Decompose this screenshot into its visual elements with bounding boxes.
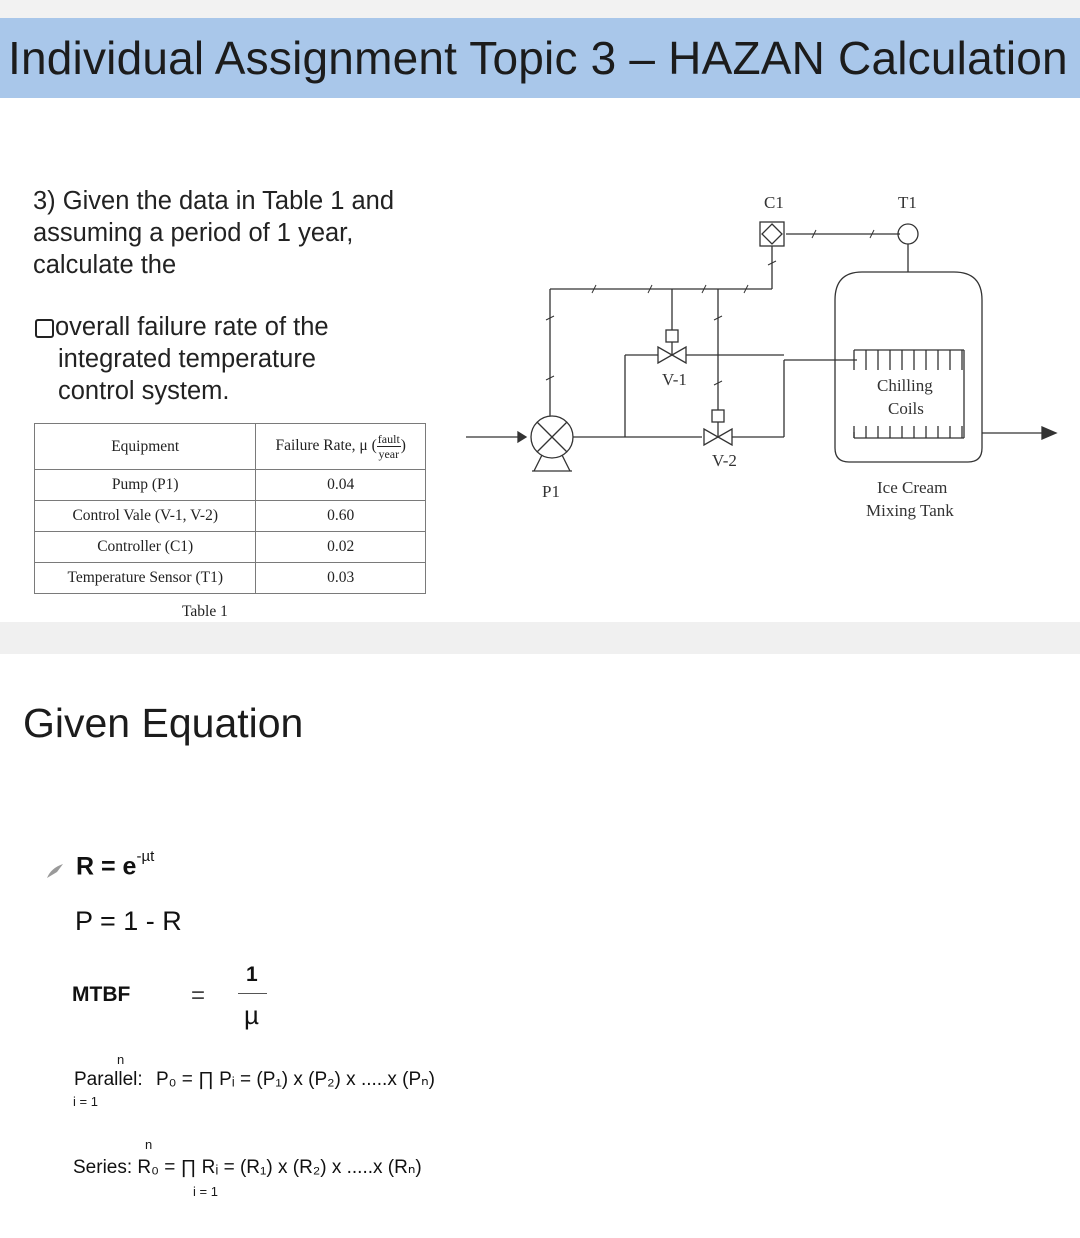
reliability-lhs: R = e	[76, 852, 137, 881]
header-failure-rate	[256, 424, 426, 470]
mtbf-denominator: µ	[244, 1000, 259, 1030]
bullet-line-2: integrated temperature	[58, 345, 316, 373]
section-separator	[0, 622, 1080, 654]
outlet-arrow-icon	[1042, 427, 1056, 439]
equipment-cell: Temperature Sensor (T1)	[35, 563, 256, 594]
bullet-line-3: control system.	[58, 377, 230, 405]
series-equation: Series: R₀ = ∏ Rᵢ = (R₁) x (R₂) x .....x (Rₙ)	[73, 1157, 422, 1178]
rate-cell: 0.03	[256, 563, 426, 594]
parallel-equation	[74, 1068, 435, 1091]
parallel-formula: P₀ = ∏ Pᵢ = (P₁) x (P₂) x .....x (Pₙ)	[155, 1069, 436, 1090]
parallel-label: Parallel:	[74, 1069, 143, 1090]
top-strip	[0, 0, 1080, 18]
reliability-exponent: -µt	[136, 848, 155, 865]
label-coils: Coils	[888, 399, 924, 418]
reliability-equation	[76, 848, 155, 881]
header-fraction-den: year	[378, 447, 400, 461]
mtbf-equals: =	[191, 982, 206, 1009]
signal-lines	[550, 234, 900, 416]
pump-icon	[531, 416, 573, 471]
controller-c1-icon	[760, 222, 784, 246]
label-v2: V-2	[712, 451, 737, 470]
failure-rate-table	[34, 423, 426, 594]
process-diagram	[462, 180, 1072, 540]
header-equipment: Equipment	[35, 424, 256, 470]
question-bullet	[33, 311, 413, 407]
label-ice-cream: Ice Cream	[877, 478, 948, 497]
mtbf-numerator: 1	[246, 963, 258, 986]
title-bar	[0, 18, 1080, 98]
bullet-line-1: overall failure rate of the	[55, 313, 329, 341]
label-chilling: Chilling	[877, 376, 933, 395]
probability-equation: P = 1 - R	[75, 906, 182, 936]
equipment-cell: Control Vale (V-1, V-2)	[35, 501, 256, 532]
label-c1: C1	[764, 193, 784, 212]
parallel-i: i = 1	[73, 1094, 98, 1109]
mtbf-label: MTBF	[72, 983, 131, 1006]
equipment-cell: Pump (P1)	[35, 470, 256, 501]
rate-cell: 0.02	[256, 532, 426, 563]
table-row	[35, 532, 426, 563]
mtbf-fraction-bar	[238, 993, 267, 994]
rate-cell: 0.04	[256, 470, 426, 501]
rate-cell: 0.60	[256, 501, 426, 532]
signal-tick-marks	[546, 230, 874, 385]
valve-v2-icon	[704, 410, 732, 445]
label-p1: P1	[542, 482, 560, 501]
table-row	[35, 563, 426, 594]
table-caption: Table 1	[182, 603, 228, 620]
label-t1: T1	[898, 193, 917, 212]
checkbox-icon	[35, 319, 54, 338]
header-rate-label: Failure Rate, μ (	[275, 437, 377, 455]
equations-heading: Given Equation	[23, 700, 304, 746]
label-mixing-tank: Mixing Tank	[866, 501, 954, 520]
table-row	[35, 470, 426, 501]
table-row	[35, 501, 426, 532]
table-header-row	[35, 424, 426, 470]
equipment-cell: Controller (C1)	[35, 532, 256, 563]
header-close: )	[400, 437, 406, 455]
page-title: Individual Assignment Topic 3 – HAZAN Calculation	[8, 32, 1068, 84]
label-v1: V-1	[662, 370, 687, 389]
parallel-n: n	[117, 1052, 125, 1067]
valve-v1-icon	[658, 330, 686, 363]
mixing-tank	[835, 272, 982, 462]
header-fraction-num: fault	[377, 432, 400, 446]
question-text: 3) Given the data in Table 1 and assuming a period of 1 year, calculate the	[33, 187, 395, 279]
sensor-t1-icon	[898, 224, 918, 272]
pointer-icon	[45, 862, 67, 880]
series-n: n	[145, 1137, 153, 1152]
series-i: i = 1	[193, 1184, 218, 1199]
inlet-arrow-icon	[518, 432, 526, 442]
